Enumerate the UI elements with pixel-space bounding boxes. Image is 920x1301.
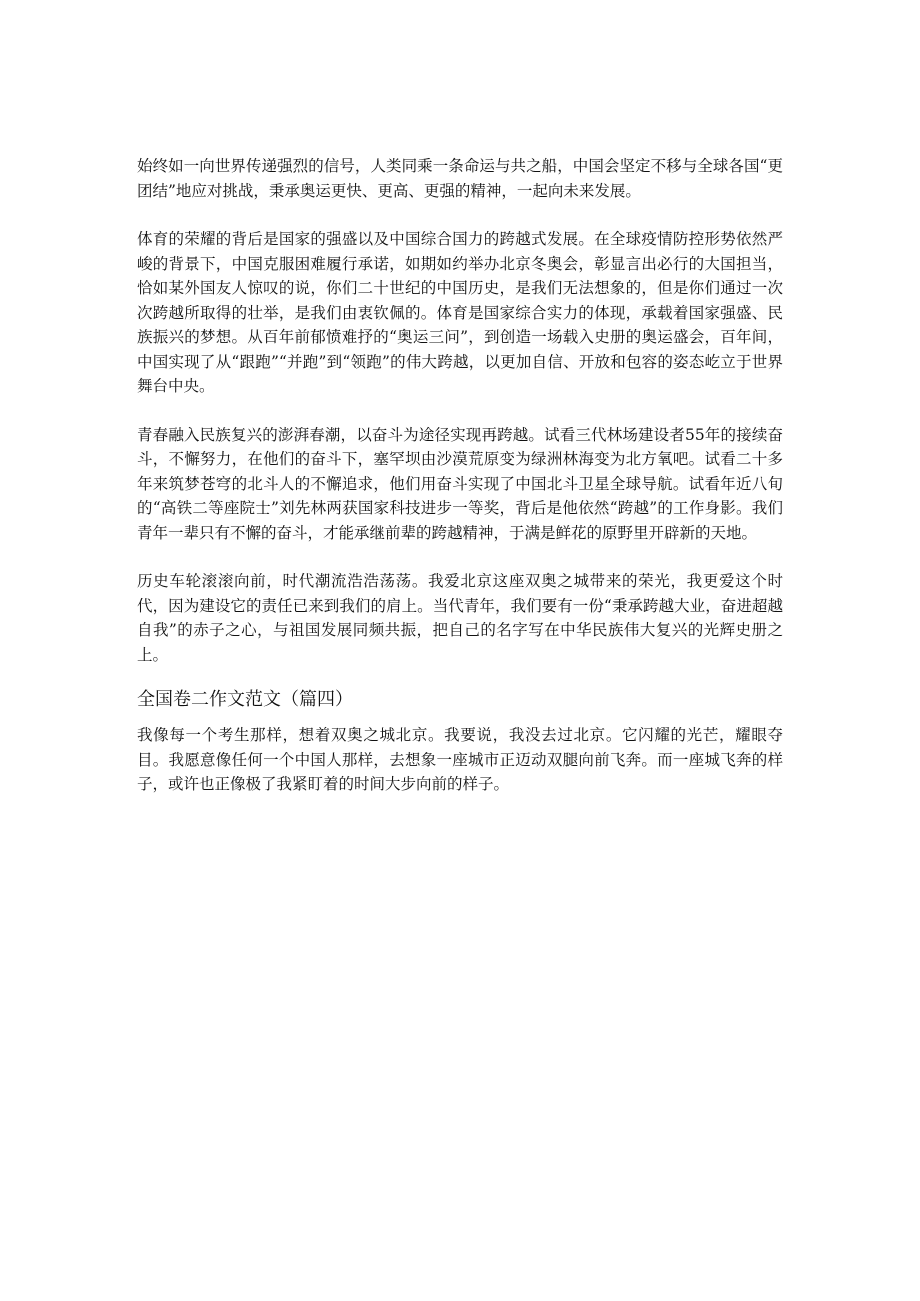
section-heading: 全国卷二作文范文（篇四） bbox=[137, 689, 353, 710]
paragraph-2: 体育的荣耀的背后是国家的强盛以及中国综合国力的跨越式发展。在全球疫情防控形势依然严峻的背景下，中国克服困难履行承诺，如期如约举办北京冬奥会，彰显言出必行的大国担当，恰如某外国友人惊叹的说，你们二十世纪的中国历史，是我们无法想象的，但是你们通过一次次跨越所取得的壮举，是我们由衷钦佩的。体育是国家综合实力的体现，承载着国家强盛、民族振兴的梦想。从百年前郁愤难抒的“奥运三问”，到创造一场载入史册的奥运盛会，百年间，中国实现了从“跟跑”“并跑”到“领跑”的伟大跨越，以更加自信、开放和包容的姿态屹立于世界舞台中央。 bbox=[137, 230, 783, 395]
paragraph-4: 历史车轮滚滚向前，时代潮流浩浩荡荡。我爱北京这座双奥之城带来的荣光，我更爱这个时代，因为建设它的责任已来到我们的肩上。当代青年，我们要有一份“秉承跨越大业，奋进超越自我”的赤子之心，与祖国发展同频共振，把自己的名字写在中华民族伟大复兴的光辉史册之上。 bbox=[137, 572, 783, 664]
paragraph-5: 我像每一个考生那样，想着双奥之城北京。我要说，我没去过北京。它闪耀的光芒，耀眼夺目。我愿意像任何一个中国人那样，去想象一座城市正迈动双腿向前飞奔。而一座城飞奔的样子，或许也正像极了我紧盯着的时间大步向前的样子。 bbox=[137, 726, 783, 793]
document-body bbox=[137, 154, 783, 797]
paragraph-1: 始终如一向世界传递强烈的信号，人类同乘一条命运与共之船，中国会坚定不移与全球各国“更团结”地应对挑战，秉承奥运更快、更高、更强的精神，一起向未来发展。 bbox=[137, 157, 783, 200]
paragraph-3: 青春融入民族复兴的澎湃春潮，以奋斗为途径实现再跨越。试看三代林场建设者55年的接续奋斗，不懈努力，在他们的奋斗下，塞罕坝由沙漠荒原变为绿洲林海变为北方氧吧。试看二十多年来筑梦苍穹的北斗人的不懈追求，他们用奋斗实现了中国北斗卫星全球导航。试看年近八旬的“高铁二等座院士”刘先林两获国家科技进步一等奖，背后是他依然“跨越”的工作身影。我们青年一辈只有不懈的奋斗，才能承继前辈的跨越精神，于满是鲜花的原野里开辟新的天地。 bbox=[137, 425, 783, 542]
